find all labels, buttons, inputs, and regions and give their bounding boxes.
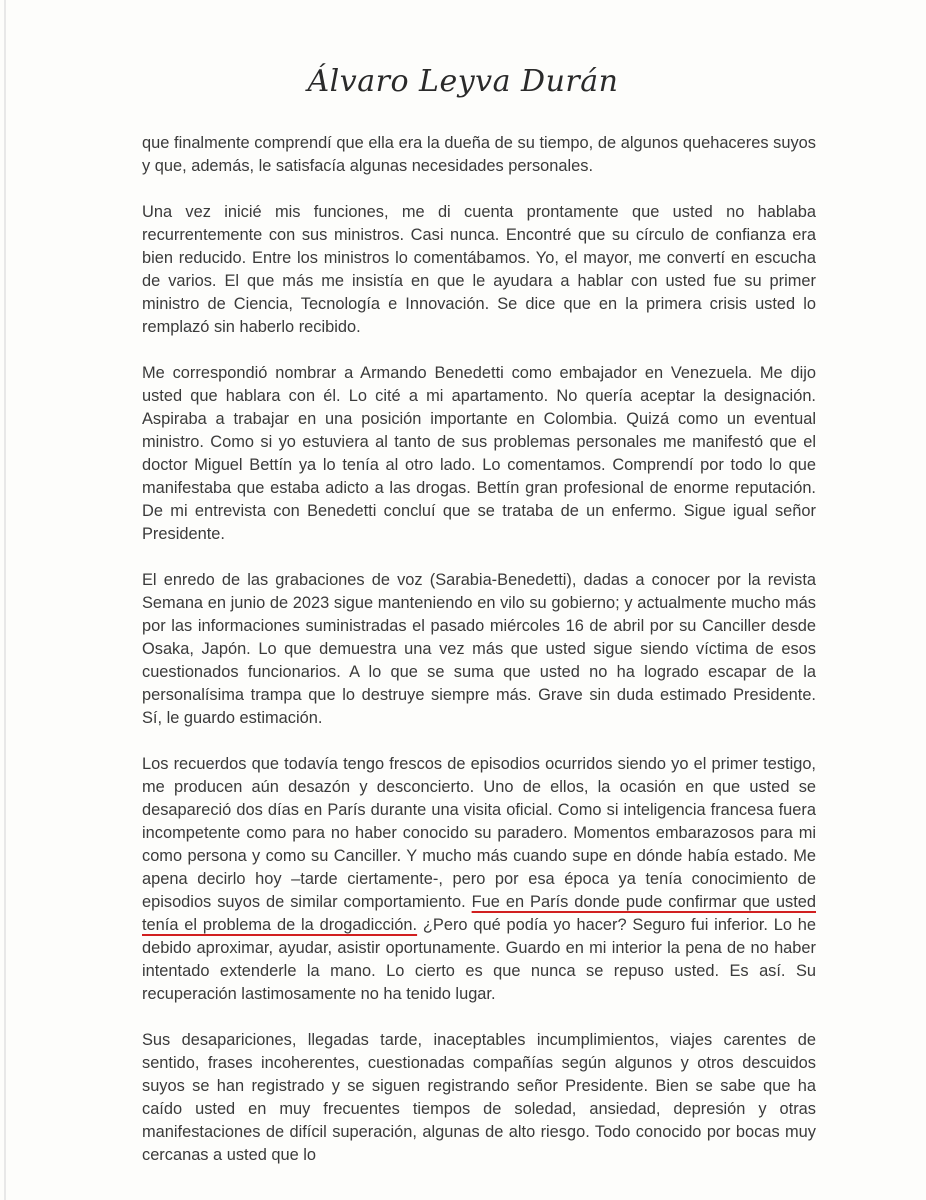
paragraph-4: El enredo de las grabaciones de voz (Sarabia-Benedetti), dadas a conocer por la revista Semana en junio de 2023 sigue manteniendo en vilo su gobierno; y actualmente mucho más por las informaciones suministradas el pasado miércoles 16 de abril por su Canciller desde Osaka, Japón. Lo que demuestra una vez más que usted sigue siendo víctima de esos cuestionados funcionarios. A lo que se suma que usted no ha logrado escapar de la personalísima trampa que lo destruye siempre más. Grave sin duda estimado Presidente. Sí, le guardo estimación. bbox=[142, 571, 816, 727]
paragraph-5-after: ¿Pero qué podía yo hacer? Seguro fui inferior. Lo he debido aproximar, ayudar, asistir oportunamente. Guardo en mi interior la pena de no haber intentado extenderle la mano. Lo cierto es que nunca se repuso usted. Es así. Su recuperación lastimosamente no ha tenido lugar. bbox=[142, 916, 817, 1003]
letter-body bbox=[142, 132, 816, 1167]
scan-edge bbox=[4, 0, 6, 1200]
paragraph-2: Una vez inicié mis funciones, me di cuenta prontamente que usted no hablaba recurrentemente con sus ministros. Casi nunca. Encontré que su círculo de confianza era bien reducido. Entre los ministros lo comentábamos. Yo, el mayor, me convertí en escucha de varios. El que más me insistía en que le ayudara a hablar con usted fue su primer ministro de Ciencia, Tecnología e Innovación. Se dice que en la primera crisis usted lo remplazó sin haberlo recibido. bbox=[142, 203, 816, 336]
paragraph-1: que finalmente comprendí que ella era la dueña de su tiempo, de algunos quehaceres suyos y que, además, le satisfacía algunas necesidades personales. bbox=[142, 134, 816, 175]
paragraph-5 bbox=[142, 753, 816, 1006]
paragraph-5-before: Los recuerdos que todavía tengo frescos de episodios ocurridos siendo yo el primer testigo, me producen aún desazón y desconcierto. Uno de ellos, la ocasión en que usted se desapareció dos días en París durante una visita oficial. Como si inteligencia francesa fuera incompetente como para no haber conocido su paradero. Momentos embarazosos para mi como persona y como su Canciller. Y mucho más cuando supe en dónde había estado. Me apena decirlo hoy –tarde ciertamente-, pero por esa época ya tenía conocimiento de episodios suyos de similar comportamiento. bbox=[142, 755, 816, 911]
paragraph-6: Sus desapariciones, llegadas tarde, inaceptables incumplimientos, viajes carentes de sentido, frases incoherentes, cuestionadas compañías según algunos y otros descuidos suyos se han registrado y se siguen registrando señor Presidente. Bien se sabe que ha caído usted en muy frecuentes tiempos de soledad, ansiedad, depresión y otras manifestaciones de difícil superación, algunas de alto riesgo. Todo conocido por bocas muy cercanas a usted que lo bbox=[142, 1031, 816, 1164]
underlined-highlight: Fue en París donde pude confirmar que usted tenía el problema de la drogadicción. bbox=[142, 893, 816, 934]
paragraph-3: Me correspondió nombrar a Armando Benedetti como embajador en Venezuela. Me dijo usted que hablara con él. Lo cité a mi apartamento. No quería aceptar la designación. Aspiraba a trabajar en una posición importante en Colombia. Quizá como un eventual ministro. Como si yo estuviera al tanto de sus problemas personales me manifestó que el doctor Miguel Bettín ya lo tenía al otro lado. Lo comentamos. Comprendí por todo lo que manifestaba que estaba adicto a las drogas. Bettín gran profesional de enorme reputación. De mi entrevista con Benedetti concluí que se trataba de un enfermo. Sigue igual señor Presidente. bbox=[142, 364, 816, 543]
letterhead-signature: Álvaro Leyva Durán bbox=[307, 64, 619, 99]
